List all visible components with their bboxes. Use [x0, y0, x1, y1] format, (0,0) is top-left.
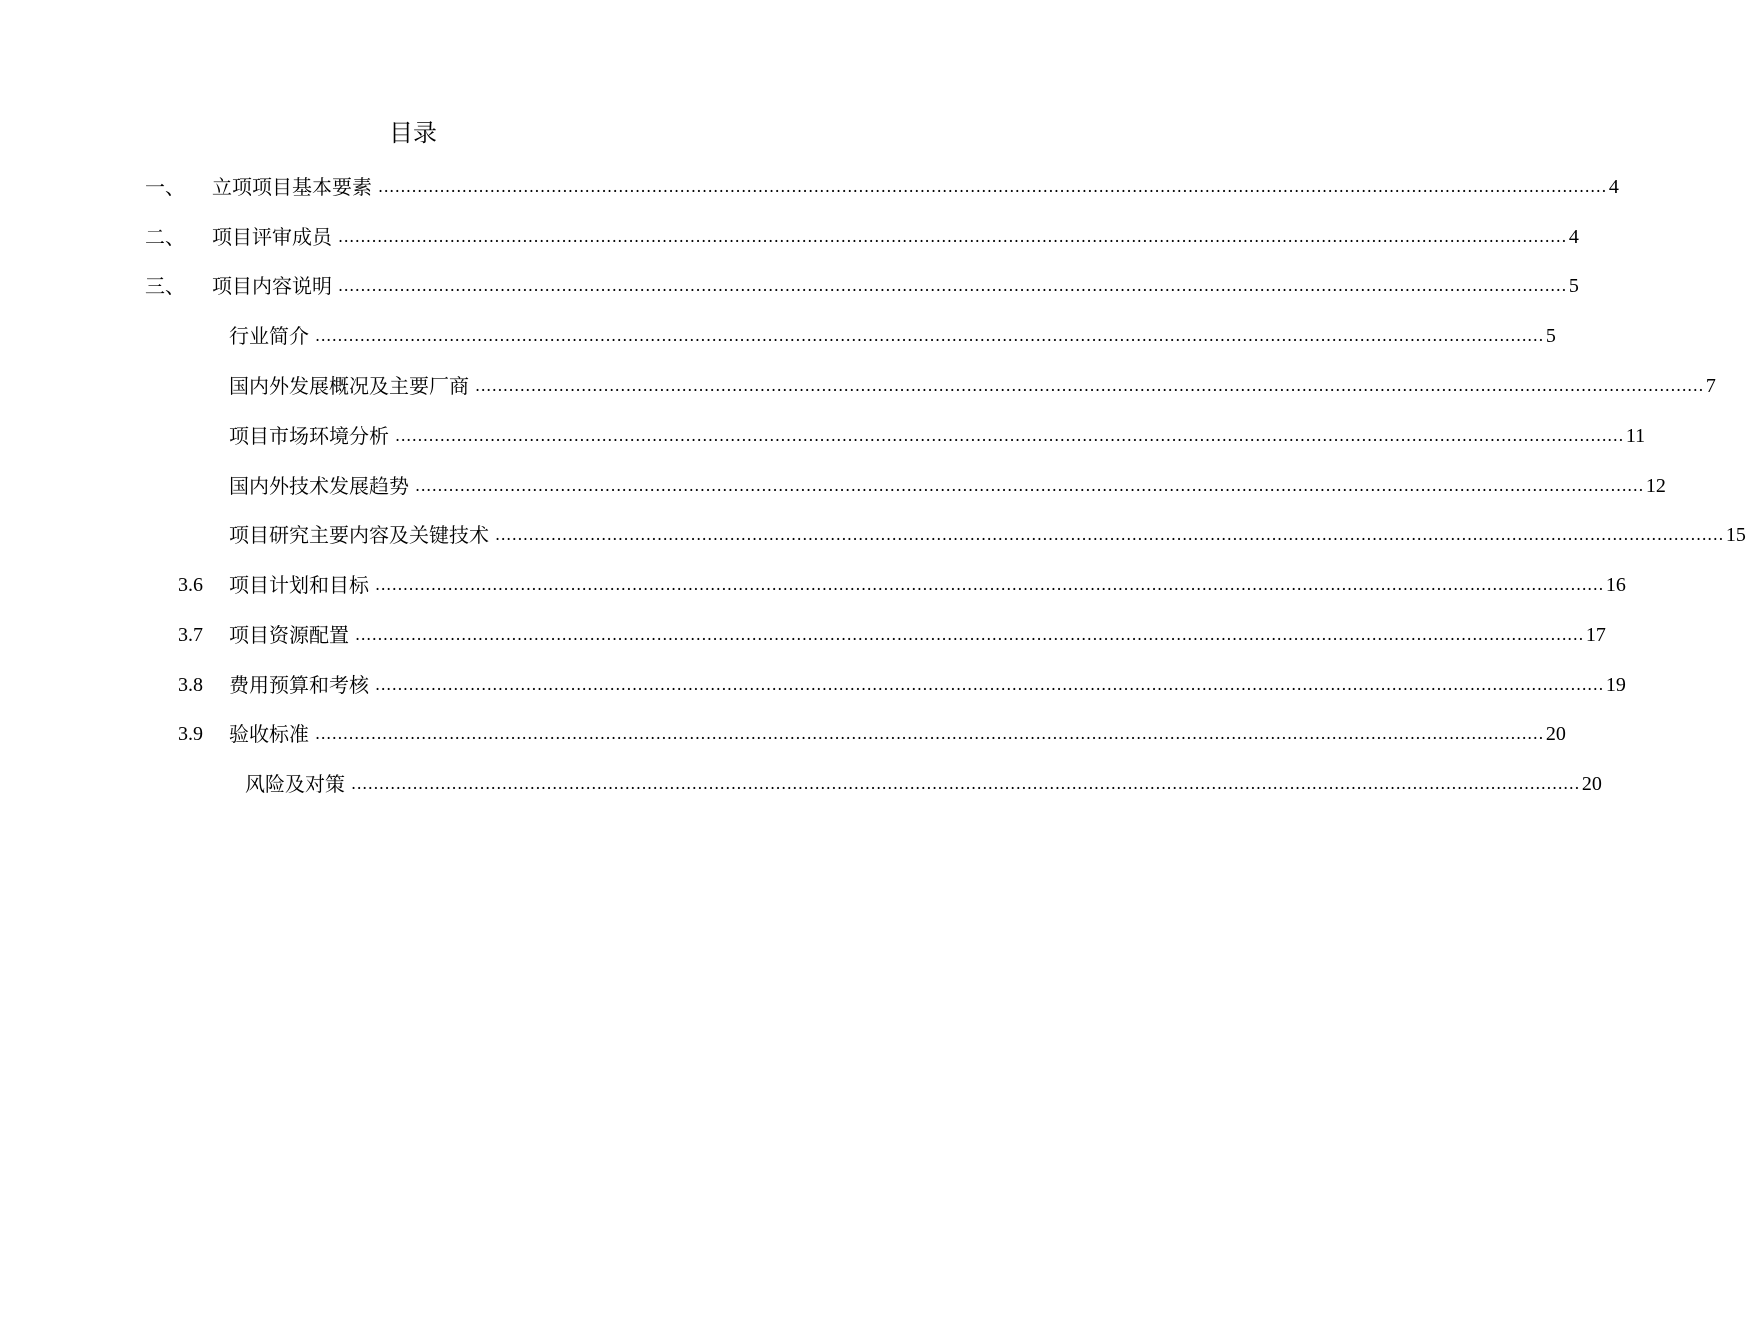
toc-entry[interactable]	[229, 572, 1626, 598]
toc-entry-label: 行业简介	[229, 324, 309, 348]
toc-entry-label: 国内外发展概况及主要厂商	[229, 374, 469, 398]
toc-entry-number: 3.7	[178, 624, 203, 646]
toc-dot-leader: ............................................................................................................................................................................................................................	[495, 525, 1724, 544]
toc-entry-page: 4	[1568, 226, 1579, 248]
toc-dot-leader: ............................................................................................................................................................................................................................	[395, 426, 1624, 445]
toc-entry-label: 费用预算和考核	[229, 673, 369, 697]
toc-dot-leader: ............................................................................................................................................................................................................................	[475, 376, 1704, 395]
toc-entry[interactable]	[229, 423, 1646, 449]
toc-entry-label: 国内外技术发展趋势	[229, 474, 409, 498]
toc-entry-label: 项目评审成员	[212, 225, 332, 249]
toc-title: 目录	[389, 119, 437, 147]
toc-entry-label: 项目资源配置	[229, 623, 349, 647]
toc-entry-page: 4	[1608, 176, 1619, 198]
toc-entry-page: 7	[1705, 375, 1716, 397]
toc-dot-leader: ............................................................................................................................................................................................................................	[315, 724, 1544, 743]
toc-entry[interactable]	[229, 473, 1666, 499]
toc-entry-page: 5	[1545, 325, 1556, 347]
toc-entry-label: 立项项目基本要素	[212, 175, 372, 199]
toc-entry-page: 20	[1545, 723, 1566, 745]
toc-entry[interactable]	[212, 224, 1579, 250]
toc-entry[interactable]	[229, 721, 1566, 747]
toc-entry-page: 17	[1585, 624, 1606, 646]
toc-entry-label: 项目内容说明	[212, 274, 332, 298]
toc-entry-page: 15	[1725, 524, 1746, 546]
toc-entry-number: 一、	[145, 175, 185, 199]
toc-entry-page: 16	[1605, 574, 1626, 596]
toc-entry[interactable]	[212, 174, 1619, 200]
toc-entry-page: 20	[1581, 773, 1602, 795]
toc-entry-page: 5	[1568, 275, 1579, 297]
toc-entry-number: 三、	[145, 274, 185, 298]
toc-entry[interactable]	[229, 622, 1606, 648]
toc-entry-number: 3.8	[178, 674, 203, 696]
toc-entry[interactable]	[245, 771, 1602, 797]
toc-entry-label: 项目研究主要内容及关键技术	[229, 523, 489, 547]
toc-entry-number: 二、	[145, 225, 185, 249]
toc-entry-label: 风险及对策	[245, 772, 345, 796]
toc-entry-label: 项目市场环境分析	[229, 424, 389, 448]
toc-entry[interactable]	[229, 373, 1716, 399]
toc-entry-number: 3.6	[178, 574, 203, 596]
toc-entry-page: 19	[1605, 674, 1626, 696]
toc-dot-leader: ............................................................................................................................................................................................................................	[338, 227, 1567, 246]
toc-dot-leader: ............................................................................................................................................................................................................................	[351, 774, 1580, 793]
toc-dot-leader: ............................................................................................................................................................................................................................	[415, 476, 1644, 495]
toc-entry-page: 12	[1645, 475, 1666, 497]
toc-entry-page: 11	[1625, 425, 1646, 447]
toc-entry[interactable]	[229, 522, 1746, 548]
toc-dot-leader: ............................................................................................................................................................................................................................	[375, 675, 1604, 694]
toc-dot-leader: ............................................................................................................................................................................................................................	[375, 575, 1604, 594]
toc-entry-label: 项目计划和目标	[229, 573, 369, 597]
toc-dot-leader: ............................................................................................................................................................................................................................	[378, 177, 1607, 196]
toc-dot-leader: ............................................................................................................................................................................................................................	[338, 276, 1567, 295]
toc-entry[interactable]	[212, 273, 1579, 299]
toc-entry[interactable]	[229, 672, 1626, 698]
toc-entry-number: 3.9	[178, 723, 203, 745]
toc-entry-label: 验收标准	[229, 722, 309, 746]
toc-dot-leader: ............................................................................................................................................................................................................................	[355, 625, 1584, 644]
toc-entry[interactable]	[229, 323, 1556, 349]
toc-dot-leader: ............................................................................................................................................................................................................................	[315, 326, 1544, 345]
